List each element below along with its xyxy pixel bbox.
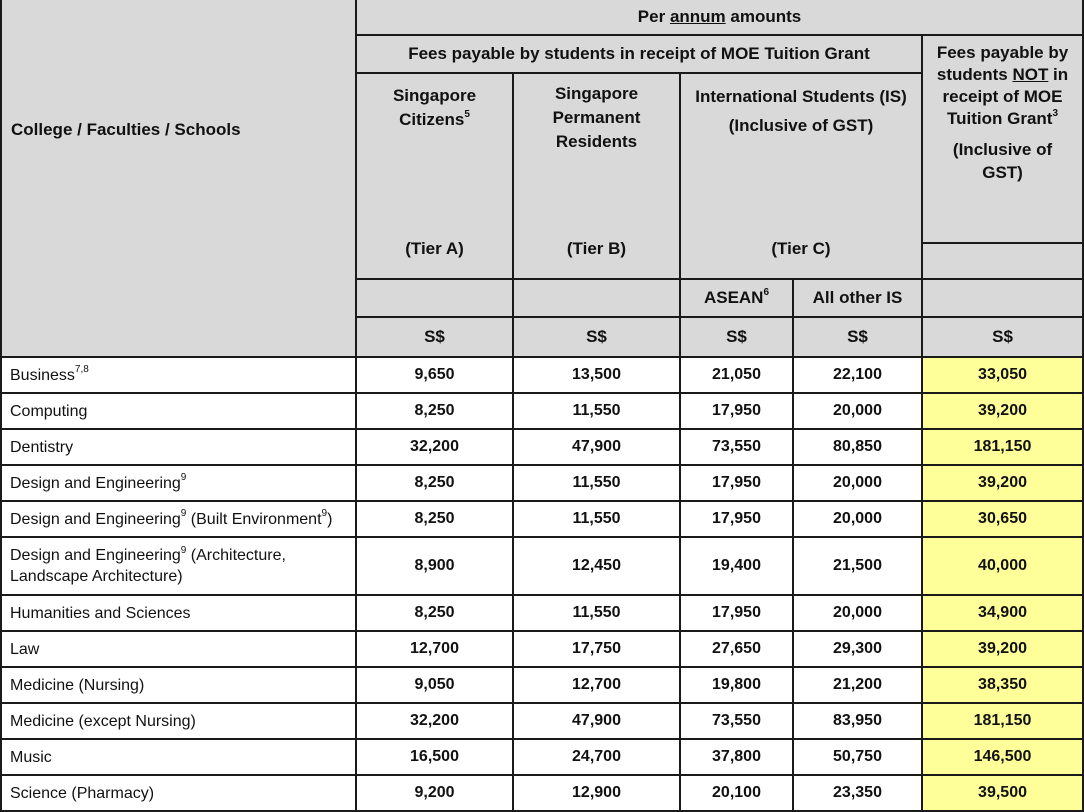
table-row (1, 429, 1083, 465)
cell-asean: 17,950 (680, 393, 793, 429)
cell-asean: 19,800 (680, 667, 793, 703)
row-name: Design and Engineering$^9$ (Built Environment$^9$) (1, 501, 356, 537)
cell-asean: 17,950 (680, 595, 793, 631)
cell-tier-a: 8,250 (356, 393, 513, 429)
cell-other-is: 21,500 (793, 537, 922, 595)
cell-tier-a: 12,700 (356, 631, 513, 667)
cell-not-in-receipt: 39,200 (922, 631, 1083, 667)
currency-label: S$ (922, 317, 1083, 357)
table-row (1, 595, 1083, 631)
cell-tier-a: 9,650 (356, 357, 513, 393)
cell-not-in-receipt: 34,900 (922, 595, 1083, 631)
cell-tier-b: 11,550 (513, 393, 680, 429)
cell-asean: 21,050 (680, 357, 793, 393)
cell-tier-b: 47,900 (513, 703, 680, 739)
row-name: Medicine (Nursing) (1, 667, 356, 703)
citizens-header: Singapore Citizens$^5$ (Tier A) (356, 73, 513, 279)
cell-other-is: 22,100 (793, 357, 922, 393)
table-row (1, 357, 1083, 393)
table-row (1, 501, 1083, 537)
row-name: Medicine (except Nursing) (1, 703, 356, 739)
table-row (1, 703, 1083, 739)
cell-not-in-receipt: 39,200 (922, 393, 1083, 429)
citizens-spacer (356, 279, 513, 317)
college-header-label: College / Faculties / Schools (11, 120, 241, 139)
cell-tier-b: 12,700 (513, 667, 680, 703)
row-name: Music (1, 739, 356, 775)
currency-label: S$ (793, 317, 922, 357)
row-name: Computing (1, 393, 356, 429)
cell-tier-a: 8,250 (356, 465, 513, 501)
cell-asean: 37,800 (680, 739, 793, 775)
cell-asean: 17,950 (680, 465, 793, 501)
cell-tier-a: 9,200 (356, 775, 513, 811)
cell-other-is: 50,750 (793, 739, 922, 775)
cell-not-in-receipt: 30,650 (922, 501, 1083, 537)
cell-tier-a: 8,250 (356, 501, 513, 537)
cell-not-in-receipt: 39,200 (922, 465, 1083, 501)
table-row (1, 537, 1083, 595)
cell-not-in-receipt: 146,500 (922, 739, 1083, 775)
cell-other-is: 20,000 (793, 595, 922, 631)
cell-tier-a: 8,250 (356, 595, 513, 631)
cell-tier-a: 32,200 (356, 429, 513, 465)
cell-tier-b: 11,550 (513, 501, 680, 537)
row-name: Humanities and Sciences (1, 595, 356, 631)
cell-not-in-receipt: 38,350 (922, 667, 1083, 703)
cell-asean: 27,650 (680, 631, 793, 667)
tier-a-label: (Tier A) (405, 239, 464, 258)
row-name: Business$^{7,8}$ (1, 357, 356, 393)
table-row (1, 393, 1083, 429)
table-row (1, 667, 1083, 703)
table-row (1, 631, 1083, 667)
cell-tier-b: 24,700 (513, 739, 680, 775)
not-in-receipt-header: Fees payable by students NOT in receipt of MOE Tuition Grant$^3$ (Inclusive of GST) (922, 35, 1083, 243)
table-row (1, 465, 1083, 501)
cell-other-is: 20,000 (793, 465, 922, 501)
cell-tier-b: 13,500 (513, 357, 680, 393)
row-name: Dentistry (1, 429, 356, 465)
row-name: Science (Pharmacy) (1, 775, 356, 811)
cell-tier-a: 32,200 (356, 703, 513, 739)
college-header (1, 0, 356, 357)
currency-label: S$ (513, 317, 680, 357)
cell-tier-a: 9,050 (356, 667, 513, 703)
grant-group-header: Fees payable by students in receipt of MOE Tuition Grant (356, 35, 922, 73)
cell-not-in-receipt: 33,050 (922, 357, 1083, 393)
pr-header: Singapore Permanent Residents (Tier B) (513, 73, 680, 279)
cell-other-is: 20,000 (793, 501, 922, 537)
asean-header: ASEAN$^6$ (680, 279, 793, 317)
cell-asean: 20,100 (680, 775, 793, 811)
cell-tier-b: 11,550 (513, 595, 680, 631)
cell-asean: 73,550 (680, 429, 793, 465)
cell-tier-a: 8,900 (356, 537, 513, 595)
cell-tier-b: 11,550 (513, 465, 680, 501)
cell-other-is: 21,200 (793, 667, 922, 703)
tier-b-label: (Tier B) (566, 239, 627, 258)
row-name: Design and Engineering$^9$ (Architecture, Landscape Architecture) (1, 537, 356, 595)
pr-spacer (513, 279, 680, 317)
cell-tier-b: 47,900 (513, 429, 680, 465)
cell-asean: 19,400 (680, 537, 793, 595)
intl-header: International Students (IS) (Inclusive of GST) (Tier C) (680, 73, 922, 279)
per-annum-header: Per annum amounts (356, 0, 1083, 35)
table-row (1, 775, 1083, 811)
row-name: Law (1, 631, 356, 667)
cell-other-is: 23,350 (793, 775, 922, 811)
cell-other-is: 80,850 (793, 429, 922, 465)
header-spacer (922, 243, 1083, 279)
cell-not-in-receipt: 181,150 (922, 429, 1083, 465)
cell-other-is: 83,950 (793, 703, 922, 739)
cell-tier-b: 12,900 (513, 775, 680, 811)
tier-c-label: (Tier C) (771, 239, 831, 258)
other-is-header: All other IS (793, 279, 922, 317)
cell-not-in-receipt: 39,500 (922, 775, 1083, 811)
currency-label: S$ (356, 317, 513, 357)
cell-asean: 17,950 (680, 501, 793, 537)
cell-tier-b: 12,450 (513, 537, 680, 595)
cell-other-is: 20,000 (793, 393, 922, 429)
row-name: Design and Engineering$^9$ (1, 465, 356, 501)
cell-not-in-receipt: 181,150 (922, 703, 1083, 739)
cell-tier-b: 17,750 (513, 631, 680, 667)
cell-asean: 73,550 (680, 703, 793, 739)
table-row (1, 739, 1083, 775)
currency-label: S$ (680, 317, 793, 357)
not-in-receipt-spacer (922, 279, 1083, 317)
cell-tier-a: 16,500 (356, 739, 513, 775)
cell-not-in-receipt: 40,000 (922, 537, 1083, 595)
cell-other-is: 29,300 (793, 631, 922, 667)
